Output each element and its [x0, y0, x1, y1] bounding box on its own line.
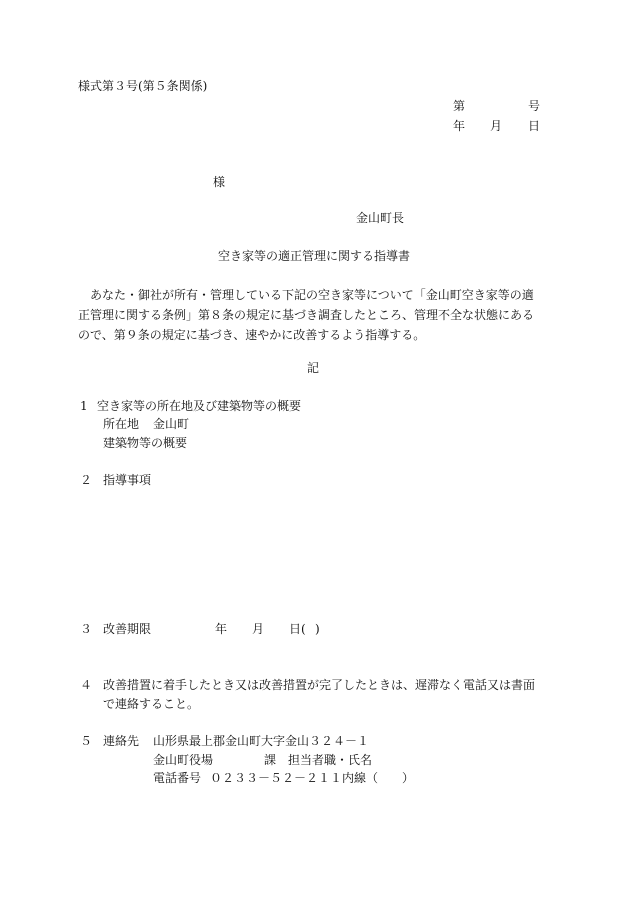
- section1-heading: 空き家等の所在地及び建築物等の概要: [97, 399, 302, 413]
- number-suffix: 号: [528, 99, 541, 113]
- number-prefix: 第: [453, 99, 466, 113]
- section5-office: 金山町役場: [153, 753, 214, 767]
- section1-number: 1: [80, 399, 88, 413]
- section3-heading: 改善期限: [103, 622, 152, 636]
- section5-dept: 課 担当者職・氏名: [264, 753, 373, 767]
- section2-heading: 指導事項: [103, 473, 152, 487]
- section3-month: 月: [252, 622, 265, 636]
- section1-location-label: 所在地: [103, 417, 140, 431]
- section3-day: 日(: [289, 622, 306, 636]
- section5-phone-label: 電話番号: [153, 771, 202, 785]
- date-month: 月: [490, 119, 503, 133]
- ki-heading: 記: [307, 361, 320, 375]
- section1-building-label: 建築物等の概要: [103, 436, 188, 450]
- section4-line-1: 改善措置に着手したとき又は改善措置が完了したときは、遅滞なく電話又は書面: [103, 678, 536, 692]
- section2-number: ２: [80, 473, 93, 487]
- document-title: 空き家等の適正管理に関する指導書: [218, 249, 411, 263]
- body-line-2: 正管理に関する条例」第８条の規定に基づき調査したところ、管理不全な状態にある: [78, 308, 535, 322]
- body-line-1: あなた・御社が所有・管理している下記の空き家等について「金山町空き家等の適: [90, 288, 534, 302]
- body-line-3: ので、第９条の規定に基づき、速やかに改善するよう指導する。: [78, 328, 426, 342]
- section3-year: 年: [215, 622, 228, 636]
- form-label: 様式第３号(第５条関係): [78, 79, 208, 93]
- section5-address: 山形県最上郡金山町大字金山３２４－１: [153, 734, 370, 748]
- date-day: 日: [528, 119, 541, 133]
- section1-location-value: 金山町: [153, 417, 190, 431]
- section3-close: ): [315, 622, 320, 636]
- section3-number: ３: [80, 622, 93, 636]
- section5-phone: ０２３３－５２－２１１内線（ ）: [210, 771, 415, 785]
- addressee-suffix: 様: [213, 175, 226, 189]
- issuer: 金山町長: [356, 211, 405, 225]
- section4-number: ４: [80, 678, 93, 692]
- section5-heading: 連絡先: [103, 734, 140, 748]
- body-paragraph: [78, 285, 558, 345]
- date-year: 年: [453, 119, 466, 133]
- section5-number: ５: [80, 734, 93, 748]
- section4-line-2: で連絡すること。: [103, 697, 200, 711]
